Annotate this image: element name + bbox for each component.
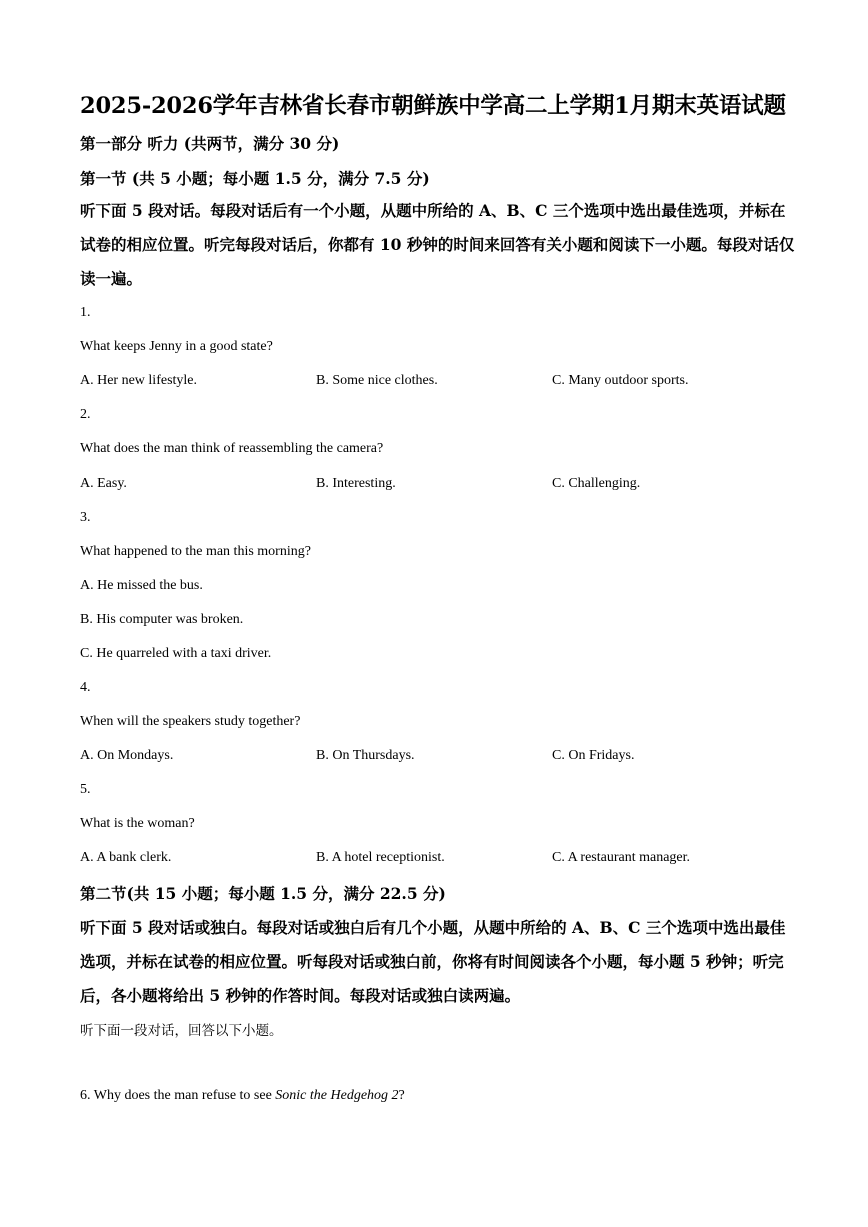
- option-c: C. Challenging.: [552, 476, 641, 491]
- option-a: A. He missed the bus.: [80, 578, 203, 593]
- question-6: [80, 1088, 405, 1104]
- option-a: A. A bank clerk.: [80, 850, 172, 865]
- option-b: B. Interesting.: [316, 476, 396, 491]
- question-stem: What happened to the man this morning?: [80, 544, 311, 559]
- question-stem: What does the man think of reassembling the camera?: [80, 441, 384, 456]
- section2-heading: 第二节(共 15 小题；每小题 1.5 分，满分 22.5 分): [80, 884, 446, 903]
- option-b: B. On Thursdays.: [316, 748, 415, 763]
- section2-instructions: 听下面 5 段对话或独白。每段对话或独白后有几个小题，从题中所给的 A、B、C 三个选项中选出最佳选项，并标在试卷的相应位置。听每段对话或独白前，你将有时间阅读各个小题，每小题 5 秒钟；听完后，各小题将给出 5 秒钟的作答时间。每段对话或独白读两遍。: [80, 918, 786, 1005]
- option-c: C. A restaurant manager.: [552, 850, 691, 865]
- question-stem: What is the woman?: [80, 816, 195, 831]
- part1-heading: 第一部分 听力 (共两节，满分 30 分): [80, 134, 340, 153]
- question-number: 5.: [80, 782, 91, 797]
- section2-note: 听下面一段对话，回答以下小题。: [80, 1023, 283, 1039]
- question-6-prefix: 6. Why does the man refuse to see: [80, 1088, 276, 1103]
- page-title: 2025-2026学年吉林省长春市朝鲜族中学高二上学期1月期末英语试题: [80, 93, 786, 119]
- question-number: 1.: [80, 305, 91, 320]
- option-c: C. On Fridays.: [552, 748, 635, 763]
- option-a: A. Easy.: [80, 476, 127, 491]
- option-c: C. Many outdoor sports.: [552, 373, 689, 388]
- option-a: A. On Mondays.: [80, 748, 174, 763]
- question-stem: What keeps Jenny in a good state?: [80, 339, 273, 354]
- option-b: B. His computer was broken.: [80, 612, 244, 627]
- option-b: B. A hotel receptionist.: [316, 850, 445, 865]
- question-stem: When will the speakers study together?: [80, 714, 301, 729]
- option-c: C. He quarreled with a taxi driver.: [80, 646, 272, 661]
- question-number: 2.: [80, 407, 91, 422]
- option-a: A. Her new lifestyle.: [80, 373, 198, 388]
- question-6-movie-title: Sonic the Hedgehog 2: [275, 1088, 399, 1103]
- section1-instructions: 听下面 5 段对话。每段对话后有一个小题，从题中所给的 A、B、C 三个选项中选出最佳选项，并标在试卷的相应位置。听完每段对话后，你都有 10 秒钟的时间来回答有关小题和阅读下一小题。每段对话仅读一遍。: [80, 201, 795, 288]
- section1-heading: 第一节 (共 5 小题；每小题 1.5 分，满分 7.5 分): [80, 169, 430, 188]
- option-b: B. Some nice clothes.: [316, 373, 438, 388]
- question-number: 4.: [80, 680, 91, 695]
- question-number: 3.: [80, 510, 91, 525]
- question-6-suffix: ?: [398, 1088, 405, 1103]
